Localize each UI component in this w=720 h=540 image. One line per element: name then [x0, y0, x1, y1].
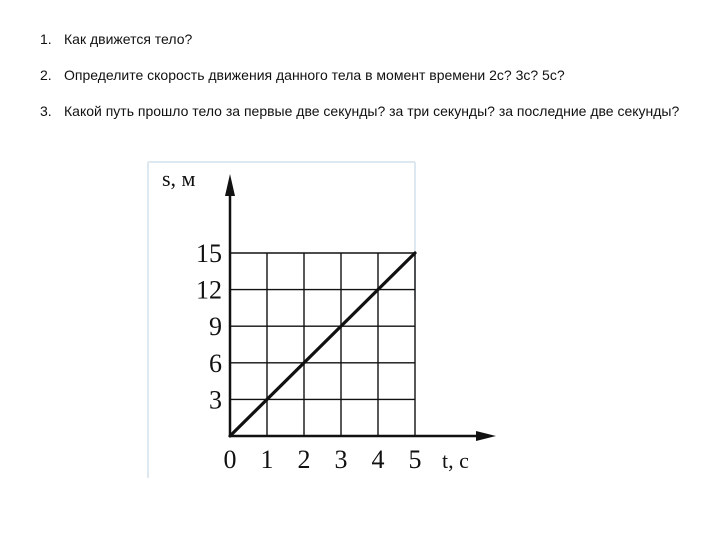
y-tick-label-12: 12 — [196, 275, 222, 305]
question-2-number: 2. — [40, 67, 52, 83]
y-axis-label: s, м — [162, 166, 196, 191]
series-line-0 — [230, 253, 415, 436]
question-2-text: Определите скорость движения данного тела в момент времени 2с? 3с? 5с? — [64, 67, 565, 83]
y-tick-label-15: 15 — [196, 239, 222, 268]
y-tick-label-3: 3 — [209, 385, 222, 415]
x-tick-label-3: 3 — [334, 445, 348, 474]
distance-time-chart — [140, 160, 520, 480]
y-tick-label-6: 6 — [209, 348, 222, 378]
x-tick-label-4: 4 — [371, 445, 385, 474]
x-tick-label-1: 1 — [260, 445, 274, 474]
x-tick-label-5: 5 — [408, 445, 422, 474]
x-tick-label-2: 2 — [297, 445, 311, 474]
question-1-text: Как движется тело? — [64, 31, 193, 47]
question-1 — [40, 30, 680, 48]
question-3-text: Какой путь прошло тело за первые две секунды? за три секунды? за последние две секунды? — [64, 103, 680, 119]
x-tick-label-0: 0 — [223, 445, 237, 474]
chart-svg — [140, 160, 520, 480]
series — [230, 253, 415, 436]
y-tick-label-9: 9 — [209, 312, 222, 342]
question-3-number: 3. — [40, 103, 52, 119]
x-axis-arrow — [476, 431, 496, 441]
x-axis-label: t, с — [442, 448, 469, 473]
question-list — [40, 30, 680, 138]
question-3 — [40, 102, 680, 120]
question-1-number: 1. — [40, 31, 52, 47]
question-2 — [40, 66, 680, 84]
y-axis-arrow — [225, 174, 235, 196]
